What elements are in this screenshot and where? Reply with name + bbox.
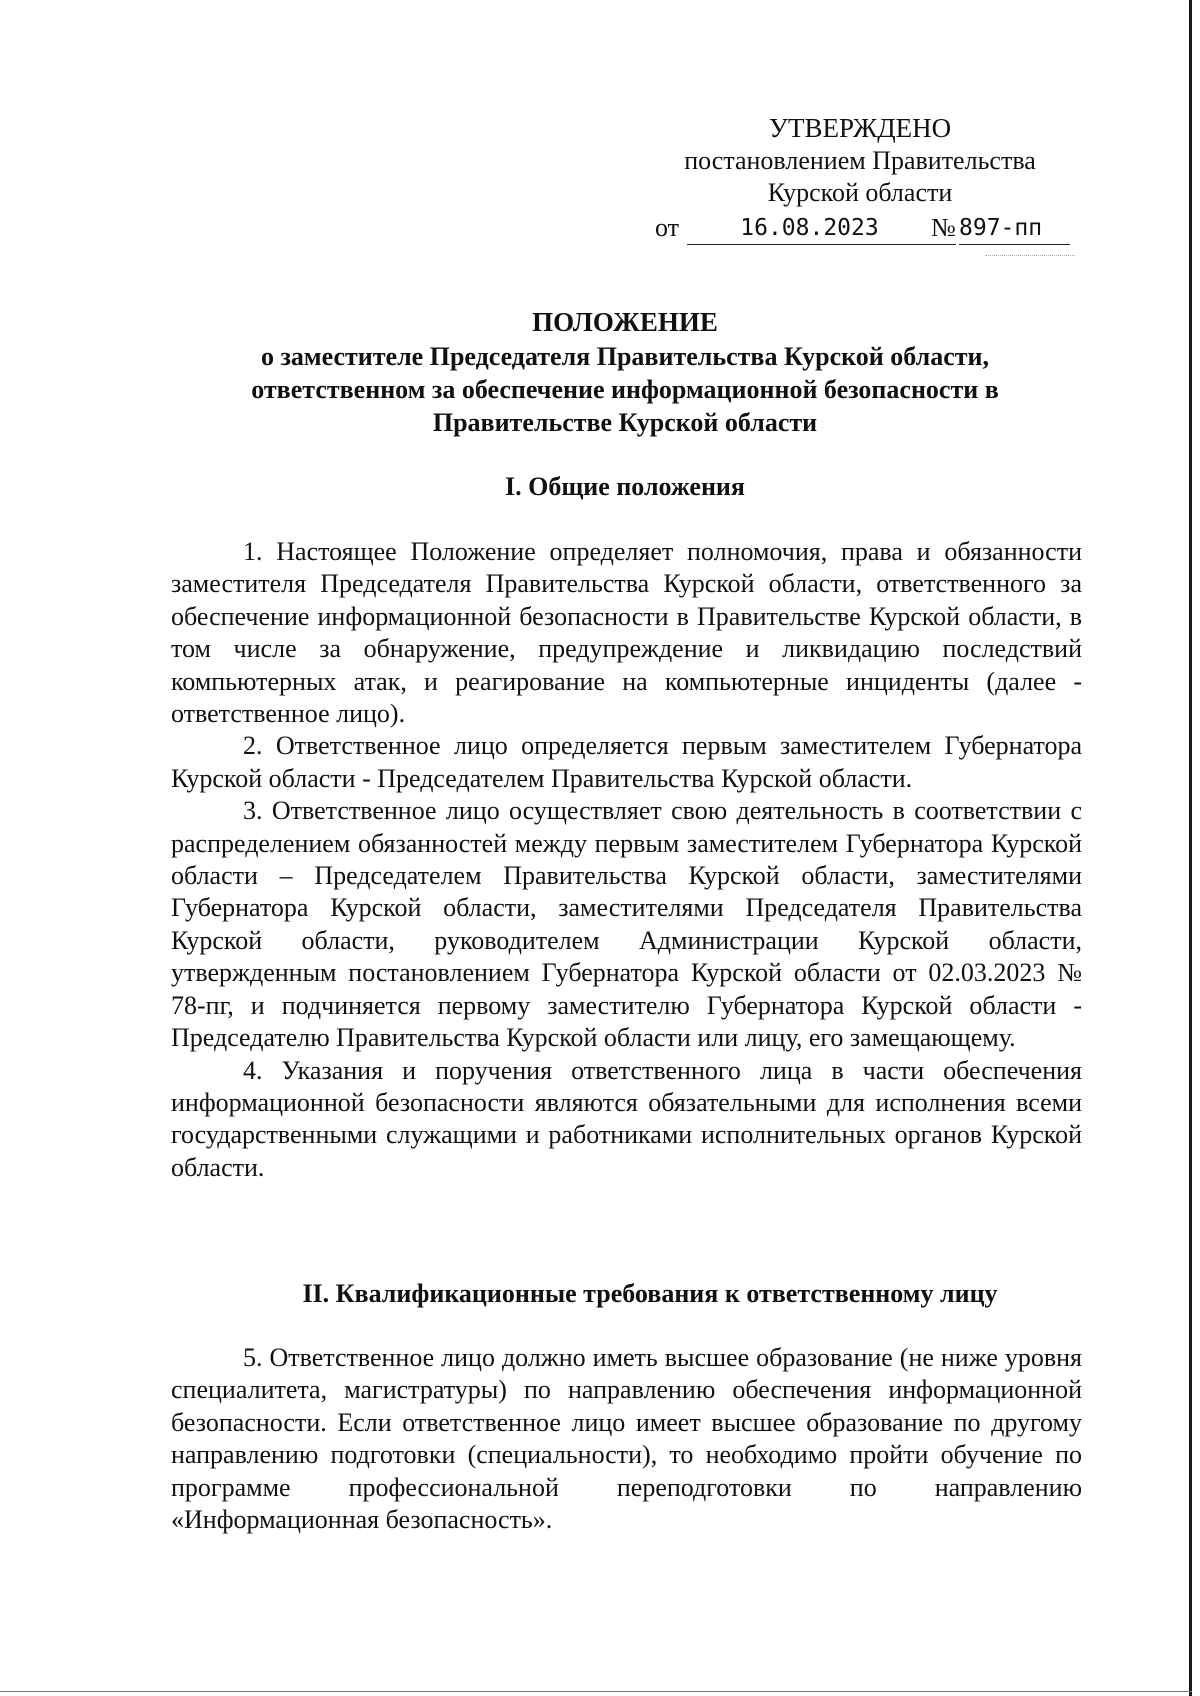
paragraph-2: 2. Ответственное лицо определяется первым заместителем Губернатора Курской области - Председателем Правительства Курской области. (171, 731, 1082, 793)
approval-block (640, 112, 1080, 210)
paragraph-1: 1. Настоящее Положение определяет полномочия, права и обязанности заместителя Председателя Правительства Курской области, ответственного за обеспечение информационной безопасности в Правительстве Курской области, в том числе за обнаружение, предупреждение и ликвидацию последствий компьютерных атак, и реагирование на компьютерные инциденты (далее - ответственное лицо). (171, 537, 1082, 729)
section-2-heading: II. Квалификационные требования к ответственному лицу (302, 1279, 998, 1308)
approval-line-2: Курской области (767, 178, 953, 207)
approval-stamp: УТВЕРЖДЕНО (768, 113, 952, 143)
registration-line (655, 212, 1075, 246)
document-subtitle (130, 340, 1120, 439)
approval-date: 16.08.2023 (687, 212, 932, 245)
subtitle-line-1: о заместителе Председателя Правительства Курской области, (260, 342, 990, 371)
date-prefix: от (655, 213, 680, 242)
section-1-heading: I. Общие положения (505, 472, 745, 501)
paragraph-3: 3. Ответственное лицо осуществляет свою деятельность в соответствии с распределением обязанностей между первым заместителем Губернатора Курской области – Председателем Правительства Курской области, заместителями Губернатора Курской области, заместителями Председателя Правительства Курской области, руководителем Администрации Курской области, утвержденным постановлением Губернатора Курской области от 02.03.2023 № 78-пг, и подчиняется первому заместителю Губернатора Курской области - Председателю Правительства Курской области или лицу, его замещающему. (171, 796, 1082, 1053)
scan-edge-bottom (0, 1691, 1192, 1692)
dotted-mark (985, 255, 1075, 256)
paragraph-5: 5. Ответственное лицо должно иметь высшее образование (не ниже уровня специалитета, магистратуры) по направлению обеспечения информационной безопасности. Если ответственное лицо имеет высшее образование по другому направлению подготовки (специальности), то необходимо пройти обучение по программе профессиональной переподготовки по направлению «Информационная безопасность». (171, 1343, 1082, 1535)
subtitle-line-3: Правительстве Курской области (432, 408, 818, 437)
document-title: ПОЛОЖЕНИЕ (532, 307, 718, 337)
scan-edge-right (1189, 0, 1192, 1696)
paragraph-4: 4. Указания и поручения ответственного лица в части обеспечения информационной безопасности являются обязательными для исполнения всеми государственными служащими и работниками исполнительных органов Курской области. (171, 1055, 1082, 1182)
approval-number: 897-пп (959, 212, 1070, 245)
subtitle-line-2: ответственном за обеспечение информационной безопасности в (251, 375, 999, 404)
approval-line-1: постановлением Правительства (684, 145, 1036, 175)
section-2-body (171, 1342, 1082, 1536)
section-1-body (171, 536, 1082, 1184)
number-prefix: № (931, 212, 956, 245)
